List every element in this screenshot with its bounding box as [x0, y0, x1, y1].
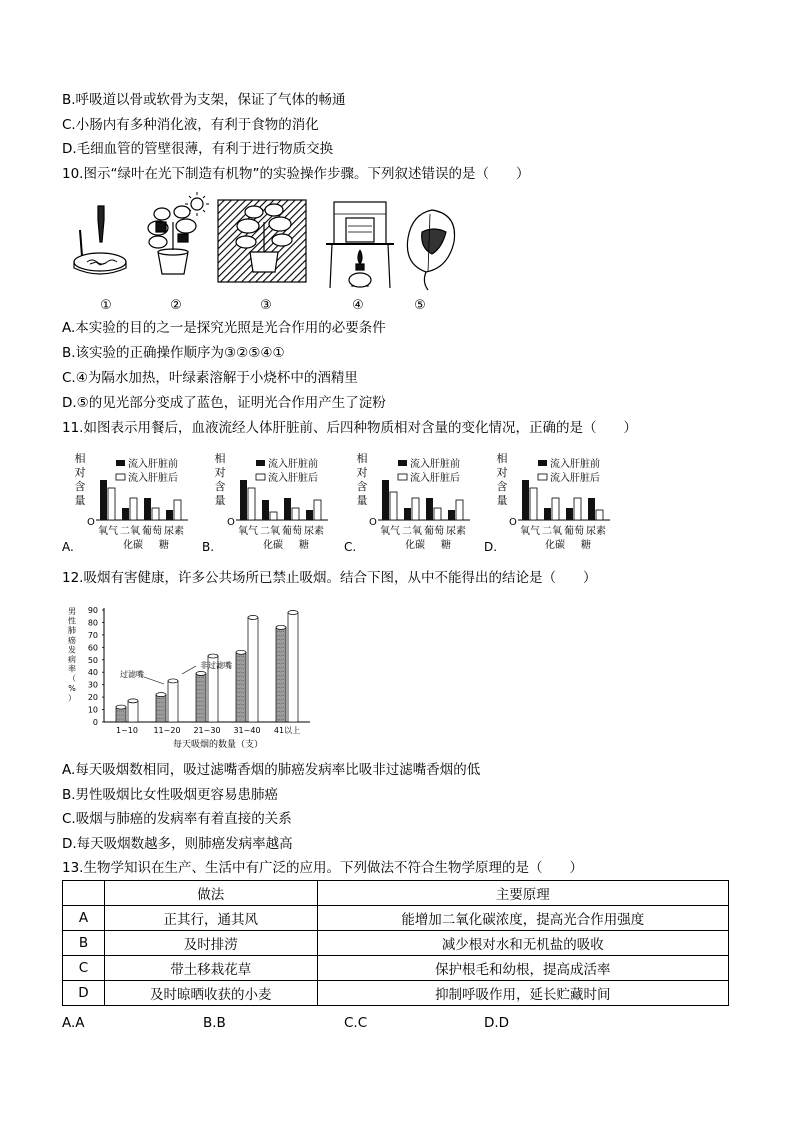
- option-letter: C.: [344, 540, 357, 554]
- x-tick-label: 葡萄: [564, 526, 584, 537]
- y-axis-label-char: 含: [214, 480, 226, 493]
- legend-after: 流入肝脏后: [268, 473, 318, 484]
- y-tick-label: 40: [87, 668, 98, 678]
- step3-dark-box-illustration: [218, 200, 306, 282]
- step-label-1: ①: [100, 298, 112, 313]
- bar-nonfilter: [288, 610, 298, 722]
- q11-charts: [60, 450, 630, 560]
- bar-before: [122, 508, 129, 520]
- legend-swatch-after: [538, 474, 547, 480]
- x-tick-label: 二氧: [260, 526, 280, 537]
- step-label-3: ③: [260, 298, 272, 313]
- origin-label: O: [87, 517, 95, 528]
- y-tick-label: 0: [92, 718, 98, 727]
- q13-stem: 13.生物学知识在生产、生活中有广泛的应用。下列做法不符合生物学原理的是（ ）: [62, 860, 583, 876]
- q12-option-c: C.吸烟与肺癌的发病率有着直接的关系: [62, 811, 292, 827]
- step-label-4: ④: [352, 298, 364, 313]
- legend-swatch-before: [538, 460, 547, 466]
- table-cell: 正其行，通其风: [104, 906, 317, 931]
- x-tick-label: 1~10: [116, 726, 138, 735]
- y-axis-label-char: 癌: [68, 635, 76, 645]
- q13-answer-a: A.A: [62, 1015, 85, 1031]
- y-axis-label-char: 男: [68, 607, 76, 616]
- x-tick-label: 糖: [581, 540, 591, 551]
- bar-before: [426, 498, 433, 520]
- bar-after: [314, 500, 321, 520]
- step-label-5: ⑤: [414, 298, 426, 313]
- bar-after: [152, 508, 159, 520]
- legend-swatch-before: [116, 460, 125, 466]
- bar-after: [390, 492, 397, 520]
- x-tick-label: 化碳: [405, 540, 425, 551]
- q11-option-chart: [60, 450, 200, 558]
- q13-answer-b: B.B: [203, 1015, 226, 1031]
- table-cell: 抑制呼吸作用，延长贮藏时间: [317, 981, 728, 1006]
- x-tick-label: 氧气: [520, 526, 540, 537]
- legend-after: 流入肝脏后: [410, 473, 460, 484]
- bar-after: [270, 512, 277, 520]
- y-axis-label-char: 相: [214, 452, 226, 465]
- q12-option-a: A.每天吸烟数相同，吸过滤嘴香烟的肺癌发病率比吸非过滤嘴香烟的低: [62, 762, 481, 778]
- y-tick-label: 60: [87, 643, 98, 653]
- legend-after: 流入肝脏后: [128, 473, 178, 484]
- x-tick-label: 尿素: [164, 526, 184, 537]
- x-tick-label: 化碳: [123, 540, 143, 551]
- option-letter: A.: [62, 540, 74, 554]
- option-letter: D.: [484, 540, 498, 554]
- q11-option-chart: [342, 450, 482, 558]
- y-tick-label: 70: [87, 630, 98, 640]
- q10-figure: [62, 192, 462, 317]
- x-tick-label: 氧气: [380, 526, 400, 537]
- y-axis-label-char: 量: [356, 494, 368, 507]
- y-axis-label-char: 含: [496, 480, 508, 493]
- bar-before: [382, 480, 389, 520]
- y-axis-label-char: 含: [356, 480, 368, 493]
- bar-before: [166, 510, 173, 520]
- x-tick-label: 氧气: [98, 526, 118, 537]
- table-header-cell: 主要原理: [317, 881, 728, 906]
- y-axis-label-char: 率: [68, 664, 76, 674]
- bar-before: [544, 508, 551, 520]
- x-tick-label: 葡萄: [282, 526, 302, 537]
- table-cell: 及时晾晒收获的小麦: [104, 981, 317, 1006]
- x-tick-label: 二氧: [120, 526, 140, 537]
- x-tick-label: 葡萄: [142, 526, 162, 537]
- x-tick-label: 化碳: [263, 540, 283, 551]
- y-axis-label-char: 量: [214, 494, 226, 507]
- bar-before: [404, 508, 411, 520]
- y-axis-label-char: 发: [68, 645, 76, 655]
- legend-swatch-after: [116, 474, 125, 480]
- y-axis-label-char: 对: [356, 466, 368, 479]
- bar-filter: [156, 693, 166, 722]
- y-tick-label: 90: [87, 606, 98, 615]
- bar-after: [248, 488, 255, 520]
- q9-option-c: C.小肠内有多种消化液，有利于食物的消化: [62, 117, 319, 133]
- y-axis-label-char: 病: [68, 655, 76, 664]
- table-cell: C: [63, 956, 105, 981]
- q11-option-chart: [482, 450, 622, 558]
- table-row: [63, 906, 729, 931]
- bar-before: [240, 480, 247, 520]
- table-row: [63, 931, 729, 956]
- y-tick-label: 30: [87, 680, 98, 690]
- bar-before: [566, 508, 573, 520]
- bar-after: [596, 510, 603, 520]
- bar-before: [144, 498, 151, 520]
- bar-before: [448, 510, 455, 520]
- bar-after: [174, 500, 181, 520]
- x-tick-label: 二氧: [542, 526, 562, 537]
- q10-stem: 10.图示“绿叶在光下制造有机物”的实验操作步骤。下列叙述错误的是（ ）: [62, 166, 530, 182]
- q10-option-c: C.④为隔水加热，叶绿素溶解于小烧杯中的酒精里: [62, 370, 358, 386]
- q12-option-d: D.每天吸烟数越多，则肺癌发病率越高: [62, 836, 293, 852]
- x-axis-label: 每天吸烟的数量（支）: [172, 740, 264, 750]
- table-cell: 带土移栽花草: [104, 956, 317, 981]
- table-header-row: [63, 881, 729, 906]
- bar-after: [412, 498, 419, 520]
- option-letter: B.: [202, 540, 215, 554]
- table-row: [63, 956, 729, 981]
- x-tick-label: 尿素: [446, 526, 466, 537]
- y-axis-label-char: 对: [74, 466, 86, 479]
- bar-filter: [236, 650, 246, 722]
- y-axis-label-char: ）: [68, 693, 76, 703]
- legend-swatch-before: [256, 460, 265, 466]
- x-tick-label: 41以上: [273, 726, 301, 735]
- x-tick-label: 尿素: [304, 526, 324, 537]
- table-cell: 及时排涝: [104, 931, 317, 956]
- bar-before: [262, 500, 269, 520]
- bar-after: [456, 500, 463, 520]
- bar-after: [130, 498, 137, 520]
- step2-plant-sun-illustration: [148, 192, 209, 274]
- bar-before: [100, 480, 107, 520]
- y-axis-label-char: 对: [496, 466, 508, 479]
- x-tick-label: 化碳: [545, 540, 565, 551]
- x-tick-label: 尿素: [586, 526, 606, 537]
- bar-after: [292, 508, 299, 520]
- legend-before: 流入肝脏前: [268, 459, 318, 470]
- y-tick-label: 50: [87, 655, 98, 665]
- table-header-cell: 做法: [104, 881, 317, 906]
- x-tick-label: 二氧: [402, 526, 422, 537]
- origin-label: O: [227, 517, 235, 528]
- q13-answer-c: C.C: [344, 1015, 368, 1031]
- x-tick-label: 氧气: [238, 526, 258, 537]
- x-tick-label: 糖: [441, 540, 451, 551]
- bar-before: [306, 510, 313, 520]
- q10-option-a: A.本实验的目的之一是探究光照是光合作用的必要条件: [62, 320, 386, 336]
- bar-before: [588, 498, 595, 520]
- table-cell: A: [63, 906, 105, 931]
- q13-answer-d: D.D: [484, 1015, 510, 1031]
- step4-water-bath-illustration: [326, 202, 394, 288]
- legend-before: 流入肝脏前: [410, 459, 460, 470]
- x-tick-label: 21~30: [193, 726, 221, 735]
- bar-nonfilter: [128, 699, 138, 722]
- legend-swatch-before: [398, 460, 407, 466]
- legend-before: 流入肝脏前: [128, 459, 178, 470]
- table-cell: 减少根对水和无机盐的吸收: [317, 931, 728, 956]
- table-cell: 保护根毛和幼根，提高成活率: [317, 956, 728, 981]
- x-tick-label: 糖: [299, 540, 309, 551]
- x-tick-label: 葡萄: [424, 526, 444, 537]
- bar-filter: [196, 671, 206, 722]
- bar-nonfilter: [168, 679, 178, 722]
- x-tick-label: 11~20: [153, 726, 181, 735]
- q9-option-d: D.毛细血管的管壁很薄，有利于进行物质交换: [62, 141, 334, 157]
- table-header-cell: [63, 881, 105, 906]
- q11-option-chart: [200, 450, 340, 558]
- bar-after: [434, 508, 441, 520]
- bar-after: [574, 498, 581, 520]
- y-axis-label-char: 相: [74, 452, 86, 465]
- x-tick-label: 31~40: [233, 726, 261, 735]
- bar-after: [108, 488, 115, 520]
- q12-option-b: B.男性吸烟比女性吸烟更容易患肺癌: [62, 787, 279, 803]
- q12-stem: 12.吸烟有害健康，许多公共场所已禁止吸烟。结合下图，从中不能得出的结论是（ ）: [62, 570, 597, 586]
- y-axis-label-char: 对: [214, 466, 226, 479]
- y-axis-label-char: 性: [68, 616, 76, 626]
- y-axis-label-char: （: [68, 674, 76, 684]
- q12-chart: [60, 600, 320, 752]
- legend-swatch-after: [256, 474, 265, 480]
- y-tick-label: 80: [87, 618, 98, 628]
- step-label-2: ②: [170, 298, 182, 313]
- y-axis-label-char: 含: [74, 480, 86, 493]
- y-tick-label: 20: [87, 693, 98, 703]
- table-cell: D: [63, 981, 105, 1006]
- q11-stem: 11.如图表示用餐后，血液流经人体肝脏前、后四种物质相对含量的变化情况，正确的是（ ）: [62, 420, 637, 436]
- legend-filter: 过滤嘴: [120, 670, 144, 679]
- origin-label: O: [369, 517, 377, 528]
- y-tick-label: 10: [87, 705, 98, 715]
- table-cell: 能增加二氧化碳浓度，提高光合作用强度: [317, 906, 728, 931]
- bar-filter: [116, 705, 126, 722]
- q13-table: [62, 880, 729, 1006]
- y-axis-label-char: 相: [356, 452, 368, 465]
- step1-dropper-dish-illustration: [74, 206, 126, 274]
- legend-before: 流入肝脏前: [550, 459, 600, 470]
- q10-option-d: D.⑤的见光部分变成了蓝色，证明光合作用产生了淀粉: [62, 395, 386, 411]
- y-axis-label-char: 量: [74, 494, 86, 507]
- origin-label: O: [509, 517, 517, 528]
- q9-option-b: B.呼吸道以骨或软骨为支架，保证了气体的畅通: [62, 92, 346, 108]
- bar-nonfilter: [248, 615, 258, 722]
- x-tick-label: 糖: [159, 540, 169, 551]
- q10-option-b: B.该实验的正确操作顺序为③②⑤④①: [62, 345, 285, 361]
- legend-after: 流入肝脏后: [550, 473, 600, 484]
- y-axis-label-char: 量: [496, 494, 508, 507]
- legend-nonfilter: 非过滤嘴: [200, 661, 232, 670]
- y-axis-label-char: 相: [496, 452, 508, 465]
- bar-after: [552, 498, 559, 520]
- bar-filter: [276, 625, 286, 722]
- y-axis-label-char: %: [68, 683, 76, 693]
- bar-before: [284, 498, 291, 520]
- table-row: [63, 981, 729, 1006]
- step5-leaf-illustration: [407, 210, 454, 290]
- legend-swatch-after: [398, 474, 407, 480]
- bar-after: [530, 488, 537, 520]
- y-axis-label-char: 肺: [68, 626, 76, 636]
- table-cell: B: [63, 931, 105, 956]
- bar-before: [522, 480, 529, 520]
